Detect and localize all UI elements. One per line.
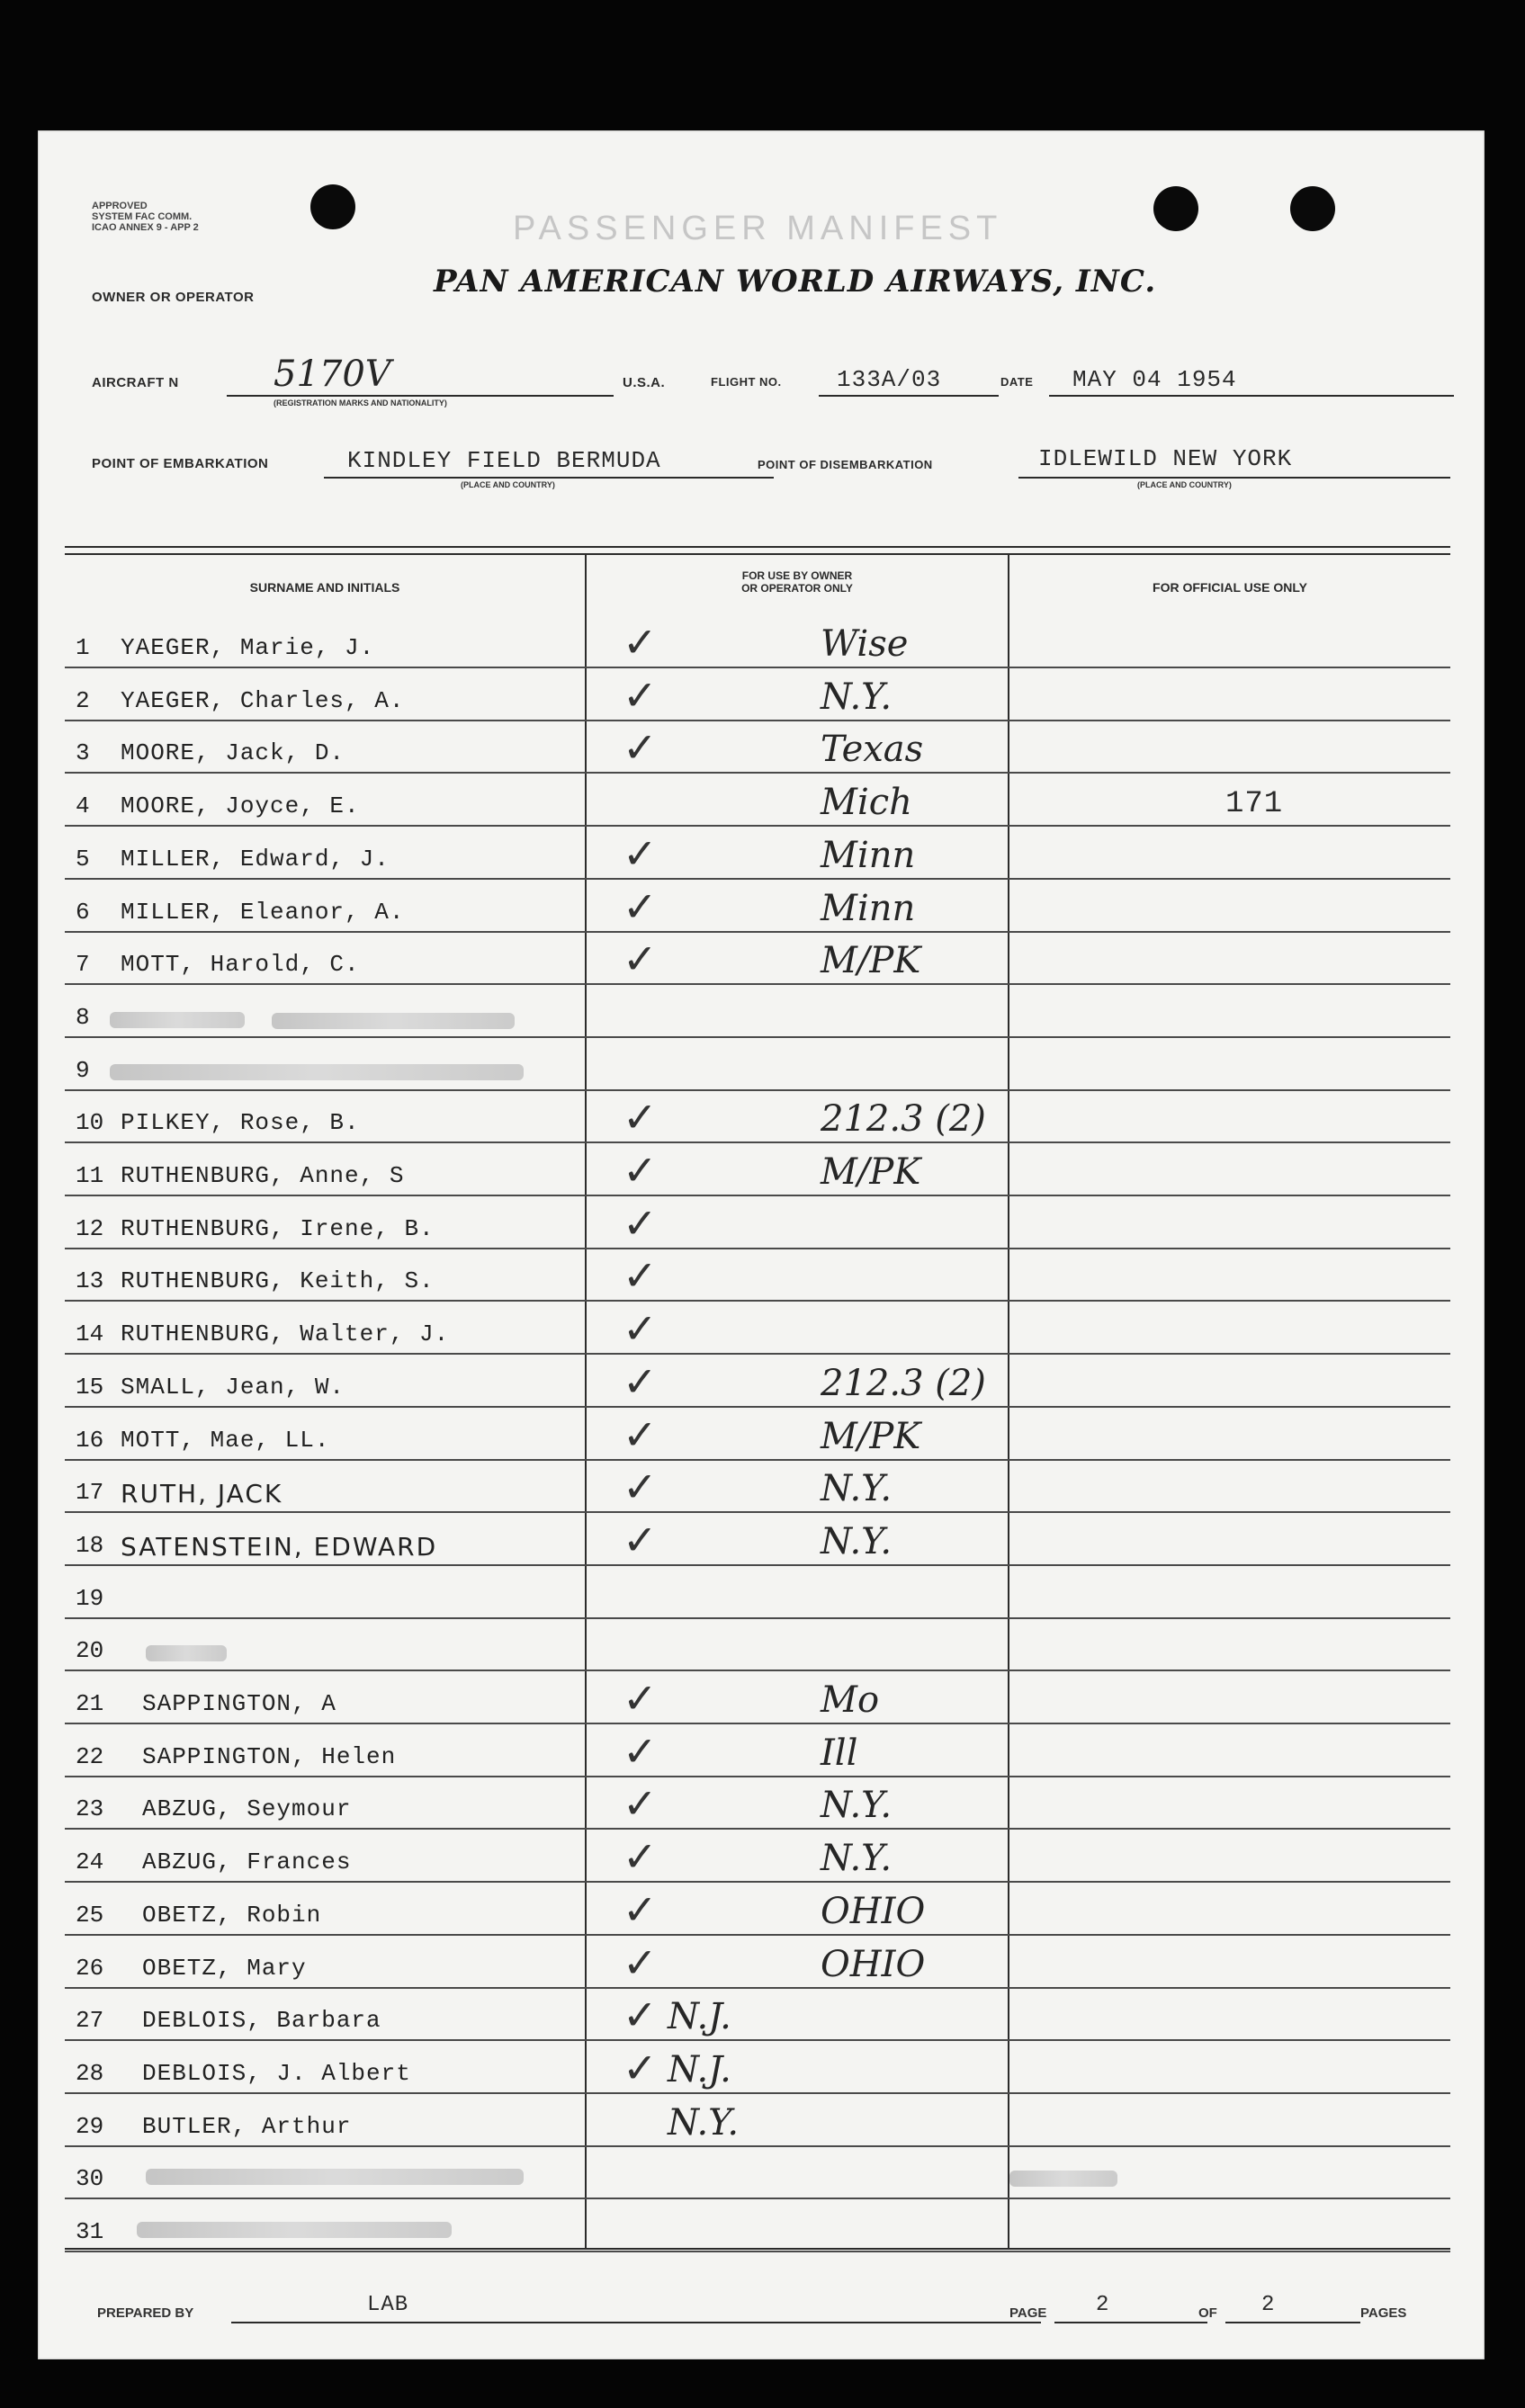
column-divider-1 <box>585 553 587 2248</box>
checkmark: ✓ <box>623 2043 658 2092</box>
row-rule <box>65 1248 1450 1249</box>
redacted-name-20 <box>146 1645 227 1661</box>
row-number: 23 <box>76 1795 104 1823</box>
redacted-name-30 <box>146 2169 524 2185</box>
operator-note: N.Y. <box>821 1838 893 1880</box>
row-rule <box>65 2145 1450 2147</box>
passenger-name: SAPPINGTON, A <box>142 1690 336 1717</box>
disembark-underline <box>1018 477 1450 479</box>
passenger-name: SAPPINGTON, Helen <box>142 1742 397 1770</box>
country-label: U.S.A. <box>623 375 666 390</box>
row-rule <box>65 1406 1450 1408</box>
checkmark: ✓ <box>623 1251 658 1301</box>
row-rule <box>65 1881 1450 1883</box>
row-rule <box>65 1669 1450 1671</box>
row-rule <box>65 825 1450 827</box>
row-rule <box>65 1776 1450 1777</box>
passenger-name: RUTHENBURG, Walter, J. <box>121 1320 450 1348</box>
row-number: 15 <box>76 1373 104 1401</box>
row-rule <box>65 1564 1450 1566</box>
row-number: 28 <box>76 2059 104 2087</box>
row-rule <box>65 1987 1450 1989</box>
checkmark: ✓ <box>623 618 658 667</box>
flight-value: 133A/03 <box>837 366 942 393</box>
page-underline <box>1054 2322 1207 2323</box>
redacted-name-8b <box>272 1013 515 1029</box>
table-top-rule <box>65 546 1450 548</box>
row-number: 4 <box>76 792 90 820</box>
row-number: 7 <box>76 951 90 979</box>
passenger-name: MILLER, Eleanor, A. <box>121 898 405 926</box>
checkmark: ✓ <box>623 1991 658 2040</box>
punch-hole-left <box>310 184 355 229</box>
checkmark: ✓ <box>623 1410 658 1459</box>
redacted-official-30 <box>1009 2171 1117 2187</box>
row-number: 16 <box>76 1426 104 1454</box>
operator-note: N.J. <box>668 2048 731 2090</box>
passenger-name: RUTHENBURG, Irene, B. <box>121 1214 435 1242</box>
column-header-surname: SURNAME AND INITIALS <box>249 580 400 595</box>
operator-note: Minn <box>821 834 916 876</box>
embark-label: POINT OF EMBARKATION <box>92 456 269 471</box>
operator-note: N.Y. <box>821 1785 893 1827</box>
operator-note: N.Y. <box>821 676 893 718</box>
registration-sublabel: (REGISTRATION MARKS AND NATIONALITY) <box>274 398 447 407</box>
passenger-name: OBETZ, Robin <box>142 1901 322 1929</box>
passenger-name: ABZUG, Seymour <box>142 1795 352 1823</box>
row-rule <box>65 667 1450 668</box>
redacted-name-31 <box>137 2222 452 2238</box>
of-label: OF <box>1198 2305 1217 2321</box>
aircraft-value: 5170V <box>274 354 391 395</box>
checkmark: ✓ <box>623 1884 658 1934</box>
checkmark: ✓ <box>623 1938 658 1987</box>
passenger-name: DEBLOIS, J. Albert <box>142 2059 411 2087</box>
form-title: PASSENGER MANIFEST <box>513 210 1003 247</box>
row-rule <box>65 983 1450 985</box>
row-rule <box>65 772 1450 774</box>
flight-label: FLIGHT NO. <box>711 375 782 389</box>
approval-line-3: ICAO ANNEX 9 - APP 2 <box>92 222 199 233</box>
operator-note: N.Y. <box>821 1520 893 1562</box>
operator-note: M/PK <box>821 940 921 982</box>
passenger-name: SMALL, Jean, W. <box>121 1373 345 1401</box>
passenger-name: MOORE, Jack, D. <box>121 739 345 767</box>
date-underline <box>1049 395 1454 397</box>
row-rule <box>65 1089 1450 1091</box>
redacted-name-9 <box>110 1064 524 1080</box>
passenger-name: OBETZ, Mary <box>142 1954 307 1982</box>
passenger-name: DEBLOIS, Barbara <box>142 2007 381 2035</box>
passenger-name: RUTH, JACK <box>121 1479 283 1509</box>
row-rule <box>65 2251 1450 2252</box>
checkmark: ✓ <box>623 1726 658 1776</box>
row-number: 21 <box>76 1690 104 1717</box>
row-rule <box>65 1511 1450 1513</box>
passenger-name: MOORE, Joyce, E. <box>121 792 360 820</box>
operator-note: N.Y. <box>668 2101 740 2144</box>
operator-note: M/PK <box>821 1415 921 1457</box>
passenger-name: RUTHENBURG, Keith, S. <box>121 1267 435 1295</box>
flight-underline <box>819 395 999 397</box>
row-number: 17 <box>76 1479 104 1507</box>
manifest-sheet <box>38 130 1485 2359</box>
operator-note: Mich <box>821 782 912 824</box>
checkmark: ✓ <box>623 723 658 773</box>
row-number: 9 <box>76 1056 90 1084</box>
column-divider-2 <box>1008 553 1009 2248</box>
checkmark: ✓ <box>623 935 658 984</box>
checkmark: ✓ <box>623 1515 658 1564</box>
passenger-name: ABZUG, Frances <box>142 1849 352 1876</box>
row-rule <box>65 878 1450 880</box>
checkmark: ✓ <box>623 1463 658 1512</box>
row-rule <box>65 1300 1450 1302</box>
row-rule <box>65 720 1450 721</box>
passenger-name: SATENSTEIN, EDWARD <box>121 1531 438 1562</box>
row-rule <box>65 1934 1450 1936</box>
passenger-name: RUTHENBURG, Anne, S <box>121 1162 405 1189</box>
row-number: 6 <box>76 898 90 926</box>
disembark-sublabel: (PLACE AND COUNTRY) <box>1137 480 1232 489</box>
row-rule <box>65 931 1450 933</box>
row-number: 24 <box>76 1849 104 1876</box>
operator-note: Minn <box>821 887 916 929</box>
row-number: 11 <box>76 1162 104 1189</box>
checkmark: ✓ <box>623 1093 658 1142</box>
checkmark: ✓ <box>623 1779 658 1829</box>
row-rule <box>65 1195 1450 1196</box>
date-value: MAY 04 1954 <box>1072 366 1237 393</box>
row-rule <box>65 1353 1450 1355</box>
prepared-by-underline <box>231 2322 1041 2323</box>
row-rule <box>65 2198 1450 2199</box>
row-number: 30 <box>76 2165 104 2193</box>
table-bottom-rule <box>65 2248 1450 2250</box>
passenger-name: MOTT, Harold, C. <box>121 951 360 979</box>
row-rule <box>65 2039 1450 2041</box>
row-number: 18 <box>76 1531 104 1559</box>
checkmark: ✓ <box>623 1832 658 1882</box>
row-rule <box>65 1036 1450 1038</box>
page-value: 2 <box>1096 2293 1110 2317</box>
operator-note: N.Y. <box>821 1468 893 1510</box>
operator-note: OHIO <box>821 1890 926 1932</box>
owner-label: OWNER OR OPERATOR <box>92 290 255 305</box>
row-number: 5 <box>76 845 90 873</box>
pages-label: PAGES <box>1360 2305 1407 2321</box>
passenger-name: PILKEY, Rose, B. <box>121 1109 360 1137</box>
row-number: 8 <box>76 1003 90 1031</box>
operator-note: OHIO <box>821 1943 926 1985</box>
checkmark: ✓ <box>623 1146 658 1195</box>
row-rule <box>65 1723 1450 1724</box>
row-number: 14 <box>76 1320 104 1348</box>
of-underline <box>1225 2322 1360 2323</box>
row-rule <box>65 1459 1450 1461</box>
passenger-name: YAEGER, Marie, J. <box>121 634 375 661</box>
passenger-name: MOTT, Mae, LL. <box>121 1426 330 1454</box>
column-header-owner-use <box>587 569 1008 595</box>
operator-note: N.J. <box>668 1996 731 2038</box>
approval-line-2: SYSTEM FAC COMM. <box>92 211 193 222</box>
column-header-official: FOR OFFICIAL USE ONLY <box>1153 580 1307 595</box>
row-number: 29 <box>76 2112 104 2140</box>
operator-note: 212.3 (2) <box>821 1098 986 1141</box>
row-number: 12 <box>76 1214 104 1242</box>
row-number: 25 <box>76 1901 104 1929</box>
passenger-name: BUTLER, Arthur <box>142 2112 352 2140</box>
checkmark: ✓ <box>623 1674 658 1723</box>
checkmark: ✓ <box>623 1304 658 1354</box>
operator-note: Texas <box>821 729 924 771</box>
row-number: 2 <box>76 686 90 714</box>
row-rule <box>65 1828 1450 1830</box>
row-number: 19 <box>76 1584 104 1612</box>
operator-note: M/PK <box>821 1151 921 1193</box>
row-rule <box>65 1617 1450 1619</box>
embark-sublabel: (PLACE AND COUNTRY) <box>461 480 555 489</box>
operator-note: Wise <box>821 623 909 665</box>
aircraft-underline <box>227 395 614 397</box>
table-top-rule-2 <box>65 553 1450 555</box>
row-number: 22 <box>76 1742 104 1770</box>
checkmark: ✓ <box>623 1198 658 1248</box>
page-label: PAGE <box>1009 2305 1047 2321</box>
disembark-label: POINT OF DISEMBARKATION <box>758 458 933 471</box>
aircraft-label: AIRCRAFT N <box>92 375 179 390</box>
embark-value: KINDLEY FIELD BERMUDA <box>347 447 661 474</box>
approval-line-1: APPROVED <box>92 201 148 211</box>
row-number: 13 <box>76 1267 104 1295</box>
prepared-by-label: PREPARED BY <box>97 2305 194 2321</box>
disembark-value: IDLEWILD NEW YORK <box>1038 445 1293 472</box>
passenger-name: MILLER, Edward, J. <box>121 845 390 873</box>
owner-use-line-2: OR OPERATOR ONLY <box>741 582 853 595</box>
punch-hole-right-1 <box>1153 186 1198 231</box>
row-number: 26 <box>76 1954 104 1982</box>
row-rule <box>65 1141 1450 1143</box>
redacted-name-8a <box>110 1012 245 1028</box>
row-number: 27 <box>76 2007 104 2035</box>
owner-use-line-1: FOR USE BY OWNER <box>741 569 853 582</box>
row-rule <box>65 2092 1450 2094</box>
operator-note: 212.3 (2) <box>821 1362 986 1404</box>
operator-note: Ill <box>821 1732 858 1774</box>
passenger-name: YAEGER, Charles, A. <box>121 686 405 714</box>
row-number: 3 <box>76 739 90 767</box>
row-number: 10 <box>76 1109 104 1137</box>
row-number: 31 <box>76 2218 104 2245</box>
prepared-by-value: LAB <box>367 2293 409 2317</box>
official-entry: 171 <box>1225 787 1284 822</box>
embark-underline <box>324 477 774 479</box>
of-value: 2 <box>1261 2293 1276 2317</box>
checkmark: ✓ <box>623 828 658 878</box>
date-label: DATE <box>1000 375 1034 389</box>
checkmark: ✓ <box>623 1356 658 1406</box>
checkmark: ✓ <box>623 670 658 720</box>
operator-note: Mo <box>821 1679 880 1721</box>
approval-stamp <box>92 201 199 233</box>
checkmark: ✓ <box>623 882 658 931</box>
row-number: 20 <box>76 1637 104 1665</box>
row-number: 1 <box>76 634 90 661</box>
punch-hole-right-2 <box>1290 186 1335 231</box>
owner-value: PAN AMERICAN WORLD AIRWAYS, INC. <box>434 264 1157 300</box>
